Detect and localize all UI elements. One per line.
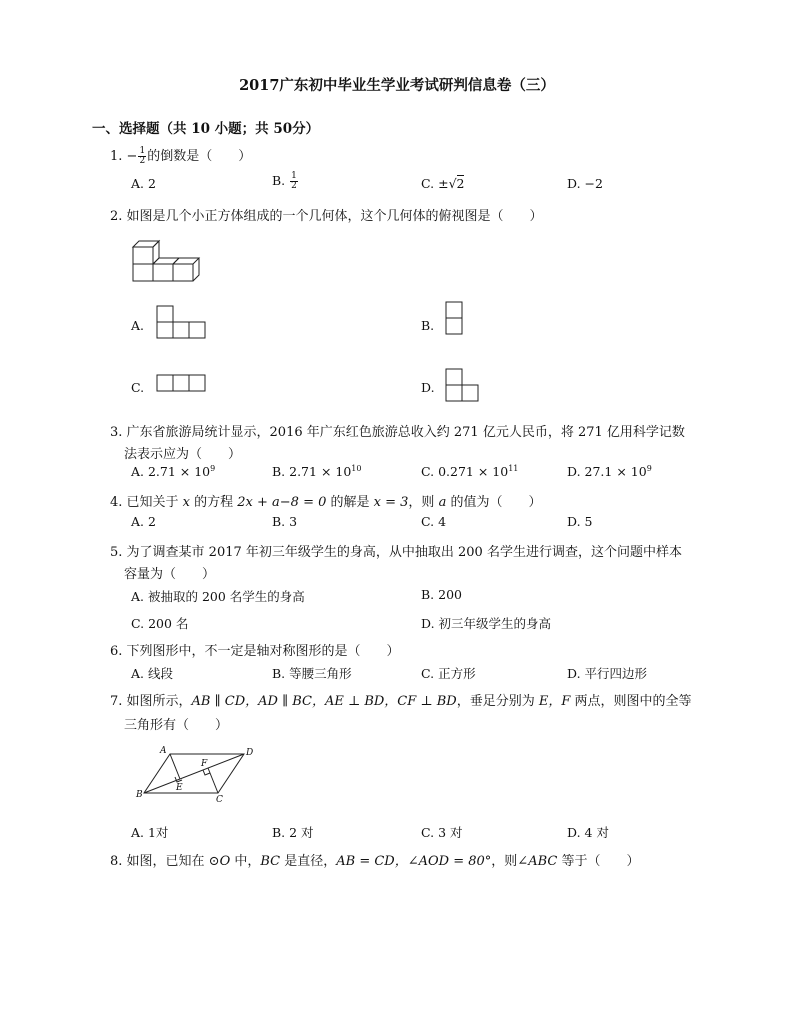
q8-circle: ⊙O — [208, 854, 231, 869]
q3-option-d[interactable] — [567, 464, 652, 479]
q1-frac-den: 2 — [139, 156, 146, 166]
q7-relations: AB ∥ CD，AD ∥ BC，AE ⊥ BD，CF ⊥ BD — [191, 694, 457, 709]
cube-top-front — [133, 247, 153, 264]
question-3-line-2: 法表示应为（ ） — [124, 447, 242, 462]
q2-option-b[interactable]: B. — [421, 318, 435, 333]
question-5-line-1: 5. 为了调查某市 2017 年初三年级学生的身高，从中抽取出 200 名学生进行调查，这个问题中样本 — [110, 545, 682, 560]
question-1 — [110, 145, 251, 166]
q5-option-c[interactable]: C. 200 名 — [131, 616, 189, 631]
q7-points: E，F — [538, 694, 571, 709]
q4-text-3: 的解是 — [326, 495, 374, 510]
q3-option-b[interactable] — [272, 464, 361, 479]
question-6: 6. 下列图形中，不一定是轴对称图形的是（ ） — [110, 644, 400, 659]
q8-diameter: BC — [260, 854, 281, 869]
q2-option-d[interactable]: D. — [421, 380, 435, 395]
q7-option-a[interactable]: A. 1对 — [131, 825, 169, 840]
q4-var-x: x — [182, 495, 191, 510]
segment-cf — [208, 768, 218, 793]
q1-option-c-pm: ± — [438, 176, 449, 191]
q1-option-c-label: C. — [421, 176, 435, 191]
cube-front-3 — [173, 264, 193, 281]
label-f: F — [201, 759, 208, 769]
q5-option-d[interactable]: D. 初三年级学生的身高 — [421, 616, 552, 631]
q8-text-3: 是直径， — [280, 854, 337, 869]
q3-b-exp: 10 — [351, 464, 362, 473]
q1-option-c[interactable] — [421, 176, 464, 191]
question-8 — [110, 850, 639, 869]
question-7-line-2: 三角形有（ ） — [124, 718, 229, 733]
q1-fraction — [138, 147, 146, 166]
q4-text-4: ，则 — [408, 495, 439, 510]
q8-text-5: 等于（ ） — [557, 854, 640, 869]
q1-frac-num: 1 — [139, 146, 146, 156]
section-heading: 一、选择题（共 10 小题；共 50分） — [92, 121, 320, 137]
q7-text-1: 7. 如图所示， — [110, 694, 192, 709]
q4-text-2: 的方程 — [190, 495, 238, 510]
question-5-line-2: 容量为（ ） — [124, 567, 216, 582]
q4-text-5: 的值为（ ） — [446, 495, 542, 510]
q7-option-b[interactable]: B. 2 对 — [272, 825, 314, 840]
cube-top-2 — [153, 258, 179, 264]
q2-option-c-figure — [157, 375, 207, 393]
q4-solution: x = 3 — [373, 495, 409, 510]
q2-option-b-figure — [446, 302, 464, 336]
q1-option-b[interactable] — [272, 172, 299, 191]
q1-option-a[interactable]: A. 2 — [131, 176, 156, 191]
q6-option-b[interactable]: B. 等腰三角形 — [272, 666, 352, 681]
sqrt-icon: √ — [448, 176, 457, 191]
q5-option-b[interactable]: B. 200 — [421, 587, 462, 602]
q4-option-d[interactable]: D. 5 — [567, 514, 593, 529]
q5-option-a[interactable]: A. 被抽取的 200 名学生的身高 — [131, 589, 305, 604]
cube-front-2 — [153, 264, 173, 281]
q4-option-a[interactable]: A. 2 — [131, 514, 156, 529]
q2-option-c[interactable]: C. — [131, 380, 145, 395]
q3-option-a[interactable] — [131, 464, 215, 479]
q6-option-a[interactable]: A. 线段 — [131, 666, 173, 681]
q8-angle: ABC — [528, 854, 558, 869]
question-2: 2. 如图是几个小正方体组成的一个几何体，这个几何体的俯视图是（ ） — [110, 209, 543, 224]
q6-option-d[interactable]: D. 平行四边形 — [567, 666, 648, 681]
q4-option-b[interactable]: B. 3 — [272, 514, 298, 529]
q2-option-a-figure — [157, 306, 207, 340]
question-7-line-1 — [110, 690, 692, 709]
label-e: E — [176, 783, 183, 793]
question-3-line-1: 3. 广东省旅游局统计显示，2016 年广东红色旅游总收入约 271 亿元人民币，将 271 亿用科学记数 — [110, 425, 685, 440]
q1-option-c-radicand: 2 — [456, 176, 465, 191]
q4-equation: 2x + a−8 = 0 — [237, 495, 327, 510]
q1-option-b-label: B. — [272, 173, 286, 188]
q1-text: 的倒数是（ ） — [147, 149, 252, 164]
cube-solid-figure — [133, 234, 203, 282]
label-c: C — [216, 795, 223, 805]
q2-option-a[interactable]: A. — [131, 318, 145, 333]
q2-option-d-figure — [446, 369, 480, 403]
q8-text-1: 8. 如图，已知在 — [110, 854, 209, 869]
diagonal-bd — [144, 754, 244, 793]
q1-b-num: 1 — [291, 171, 297, 181]
q1-sign: − — [126, 149, 138, 164]
q4-text-1: 4. 已知关于 — [110, 495, 183, 510]
parallelogram-figure — [134, 745, 264, 805]
page-title: 2017广东初中毕业生学业考试研判信息卷（三） — [239, 77, 555, 94]
q4-var-a: a — [438, 495, 447, 510]
q1-option-b-fraction — [290, 172, 298, 191]
q3-a-base: A. 2.71 × 10 — [131, 464, 211, 479]
q3-c-base: C. 0.271 × 10 — [421, 464, 509, 479]
q3-c-exp: 11 — [508, 464, 519, 473]
q1-number: 1. — [110, 149, 123, 164]
label-a: A — [160, 746, 167, 756]
q7-text-2: ，垂足分别为 — [456, 694, 539, 709]
q4-option-c[interactable]: C. 4 — [421, 514, 447, 529]
q3-option-c[interactable] — [421, 464, 518, 479]
q1-option-d[interactable]: D. −2 — [567, 176, 603, 191]
segment-ae — [170, 754, 180, 779]
cube-top-top — [133, 241, 159, 247]
q3-b-base: B. 2.71 × 10 — [272, 464, 352, 479]
q3-d-base: D. 27.1 × 10 — [567, 464, 647, 479]
cube-front-1 — [133, 264, 153, 281]
q7-text-3: 两点，则图中的全等 — [570, 694, 692, 709]
label-d: D — [246, 748, 254, 758]
q8-text-4: ，则∠ — [491, 854, 529, 869]
label-b: B — [136, 790, 143, 800]
q8-conditions: AB = CD，∠AOD = 80° — [336, 854, 492, 869]
q8-text-2: 中， — [230, 854, 261, 869]
cube-top-3 — [173, 258, 199, 264]
q7-option-c[interactable]: C. 3 对 — [421, 825, 463, 840]
q3-d-exp: 9 — [646, 464, 652, 473]
q6-option-c[interactable]: C. 正方形 — [421, 666, 476, 681]
q3-a-exp: 9 — [210, 464, 216, 473]
question-4 — [110, 491, 541, 510]
q1-b-den: 2 — [291, 181, 297, 191]
q7-option-d[interactable]: D. 4 对 — [567, 825, 609, 840]
